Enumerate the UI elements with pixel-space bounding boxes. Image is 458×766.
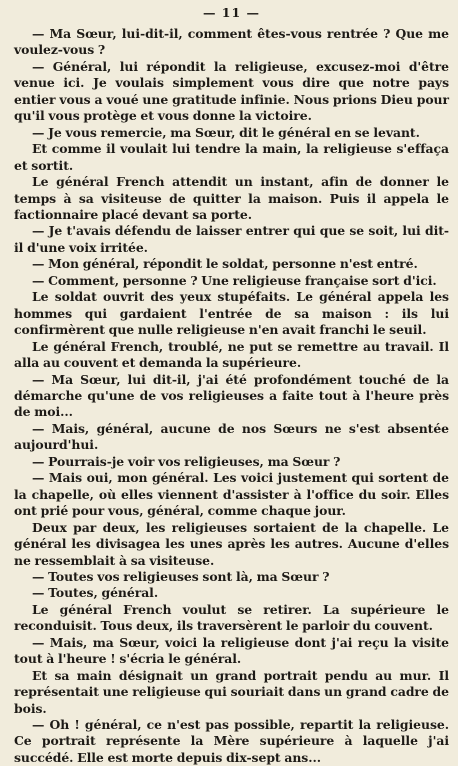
page-text (14, 26, 449, 766)
paragraph: Et sa main désignait un grand portrait pendu au mur. Il représentait une religieuse qui souriait dans un grand cadre de bois. (14, 667, 449, 716)
paragraph: Le général French, troublé, ne put se remettre au travail. Il alla au couvent et demanda la supérieure. (14, 338, 449, 371)
paragraph: — Ma Sœur, lui dit-il, j'ai été profondément touché de la démarche qu'une de vos religieuses a faite tout à l'heure près de moi... (14, 371, 449, 420)
paragraph: — Je t'avais défendu de laisser entrer qui que se soit, lui dit-il d'une voix irritée. (14, 223, 449, 255)
paragraph: Et comme il voulait lui tendre la main, la religieuse s'effaça et sortit. (14, 141, 449, 173)
paragraph: — Oh ! général, ce n'est pas possible, repartit la religieuse. Ce portrait représente la Mère supérieure à laquelle j'ai succédé. Elle est morte depuis dix-sept ans... (14, 717, 449, 765)
paragraph: Le général French attendit un instant, afin de donner le temps à sa visiteuse de quitter la maison. Puis il appela le factionnaire placé devant sa porte. (14, 174, 449, 222)
page-number: — 11 — (202, 5, 261, 20)
paragraph: — Mais, général, aucune de nos Sœurs ne s'est absentée aujourd'hui. (14, 420, 449, 453)
paragraph: — Mais, ma Sœur, voici la religieuse dont j'ai reçu la visite tout à l'heure ! s'écria le général. (14, 634, 449, 667)
paragraph: Deux par deux, les religieuses sortaient de la chapelle. Le général les divisagea les unes après les autres. Aucune d'elles ne ressemblait à sa visiteuse. (14, 519, 449, 568)
paragraph: — Général, lui répondit la religieuse, excusez-moi d'être venue ici. Je voulais simplement vous dire que notre pays entier vous a voué une gratitude infinie. Nous prions Dieu pour qu'il vous protège et vous donne la victoire. (14, 58, 449, 124)
paragraph: Le général French voulut se retirer. La supérieure le reconduisit. Tous deux, ils traversèrent le parloir du couvent. (14, 601, 449, 634)
paragraph: — Mais oui, mon général. Les voici justement qui sortent de la chapelle, où elles viennent d'assister à l'office du soir. Elles ont prié pour vous, général, comme chaque jour. (14, 470, 449, 519)
paragraph: Le soldat ouvrit des yeux stupéfaits. Le général appela les hommes qui gardaient l'entrée de sa maison : ils lui confirmèrent que nulle religieuse n'en avait franchi le seuil. (14, 289, 449, 338)
paragraph: — Ma Sœur, lui-dit-il, comment êtes-vous rentrée ? Que me voulez-vous ? (14, 26, 449, 58)
paragraph: — Je vous remercie, ma Sœur, dit le général en se levant. (32, 124, 420, 140)
paragraph: — Mon général, répondit le soldat, personne n'est entré. (32, 256, 418, 272)
paragraph: — Comment, personne ? Une religieuse française sort d'ici. (32, 272, 437, 288)
paragraph: — Toutes vos religieuses sont là, ma Sœur ? (32, 568, 330, 584)
paragraph: — Toutes, général. (32, 585, 159, 601)
paragraph: — Pourrais-je voir vos religieuses, ma Sœur ? (32, 453, 341, 469)
